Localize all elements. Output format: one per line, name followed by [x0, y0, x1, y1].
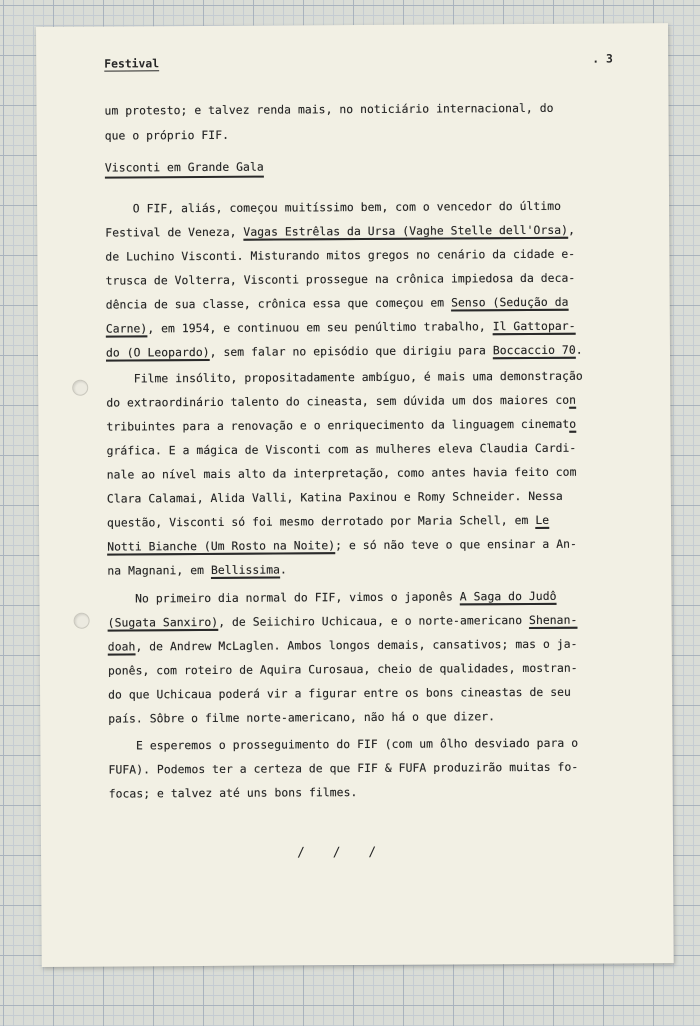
- text-line: do que Uchicaua poderá vir a figurar entre os bons cineastas de seu: [108, 684, 571, 702]
- text-line: FUFA). Podemos ter a certeza de que FIF & FUFA produzirão muitas fo-: [108, 759, 579, 777]
- film-title: doah: [107, 639, 136, 654]
- subheading: Visconti em Grande Gala: [105, 160, 264, 179]
- text-line: país. Sôbre o filme norte-americano, não há o que dizer.: [108, 709, 496, 726]
- film-title: Il Gattopar-: [492, 318, 576, 334]
- text-line: que o próprio FIF.: [104, 127, 230, 143]
- text-line: E esperemos o prosseguimento do FIF (com um ôlho desviado para o: [108, 735, 579, 753]
- text-line: (Sugata Sanxiro), de Seiichiro Uchicaua, e o norte-americano Shenan-: [107, 612, 578, 630]
- text-line: Carne), em 1954, e continuou em seu penúltimo trabalho, Il Gattopar-: [105, 318, 576, 336]
- film-title: do (O Leopardo): [105, 344, 210, 360]
- text-line: nale ao nível mais alto da interpretação, como antes havia feito com: [106, 464, 577, 482]
- text-line: No primeiro dia normal do FIF, vimos o japonês A Saga do Judô: [107, 588, 557, 606]
- film-title: Vagas Estrêlas da Ursa (Vaghe Stelle dell'Orsa): [243, 222, 569, 239]
- text-line: de Luchino Visconti. Misturando mitos gregos no cenário da cidade e-: [105, 246, 576, 264]
- text-line: gráfica. E a mágica de Visconti com as mulheres eleva Claudia Cardi-: [106, 440, 577, 458]
- text-line: dência de sua classe, crônica essa que começou em Senso (Sedução da: [105, 294, 569, 312]
- film-title: Notti Bianche (Um Rosto na Noite): [107, 538, 336, 554]
- film-title: Le: [535, 512, 550, 527]
- text-line: focas; e talvez até uns bons filmes.: [108, 785, 358, 801]
- punch-hole: [72, 380, 88, 396]
- text-line: tribuintes para a renovação e o enriquecimento da linguagem cinemato: [106, 416, 577, 434]
- page-number: . 3: [592, 51, 613, 66]
- film-title: Carne): [105, 321, 148, 336]
- film-title: Senso (Sedução da: [451, 294, 569, 310]
- text-line: questão, Visconti só foi mesmo derrotado por Maria Schell, em Le: [106, 512, 550, 530]
- punch-hole: [74, 613, 90, 629]
- text-line: ponês, com roteiro de Aquira Curosaua, cheio de qualidades, mostran-: [107, 660, 578, 678]
- text-line: do (O Leopardo), sem falar no episódio que dirigiu para Boccaccio 70.: [105, 342, 583, 360]
- header-section-title: Festival: [104, 56, 160, 71]
- text-line: Festival de Veneza, Vagas Estrêlas da Ursa (Vaghe Stelle dell'Orsa),: [105, 222, 576, 240]
- text-line: um protesto; e talvez renda mais, no noticiário internacional, do: [104, 100, 554, 118]
- film-title: Shenan-: [528, 612, 578, 627]
- film-title: A Saga do Judô: [459, 588, 557, 604]
- text-line: Notti Bianche (Um Rosto na Noite); e só não teve o que ensinar a An-: [107, 536, 577, 554]
- end-mark: / / /: [297, 844, 387, 861]
- text-line: do extraordinário talento do cineasta, sem dúvida um dos maiores con: [106, 392, 577, 410]
- film-title: (Sugata Sanxiro): [107, 614, 219, 630]
- typewritten-page: [36, 23, 674, 967]
- film-title: Bellissima: [210, 562, 281, 577]
- text-line: doah, de Andrew McLaglen. Ambos longos demais, cansativos; mas o ja-: [107, 636, 578, 654]
- text-line: O FIF, aliás, começou muitíssimo bem, com o vencedor do último: [105, 198, 562, 216]
- text-line: trusca de Volterra, Visconti prossegue na crônica impiedosa da deca-: [105, 270, 576, 288]
- text-line: Clara Calamai, Alida Valli, Katina Paxinou e Romy Schneider. Nessa: [106, 488, 563, 506]
- film-title: Boccaccio 70: [492, 342, 576, 358]
- text-line: Filme insólito, propositadamente ambíguo, é mais uma demonstração: [106, 368, 583, 386]
- text-line: na Magnani, em Bellissima.: [107, 562, 287, 578]
